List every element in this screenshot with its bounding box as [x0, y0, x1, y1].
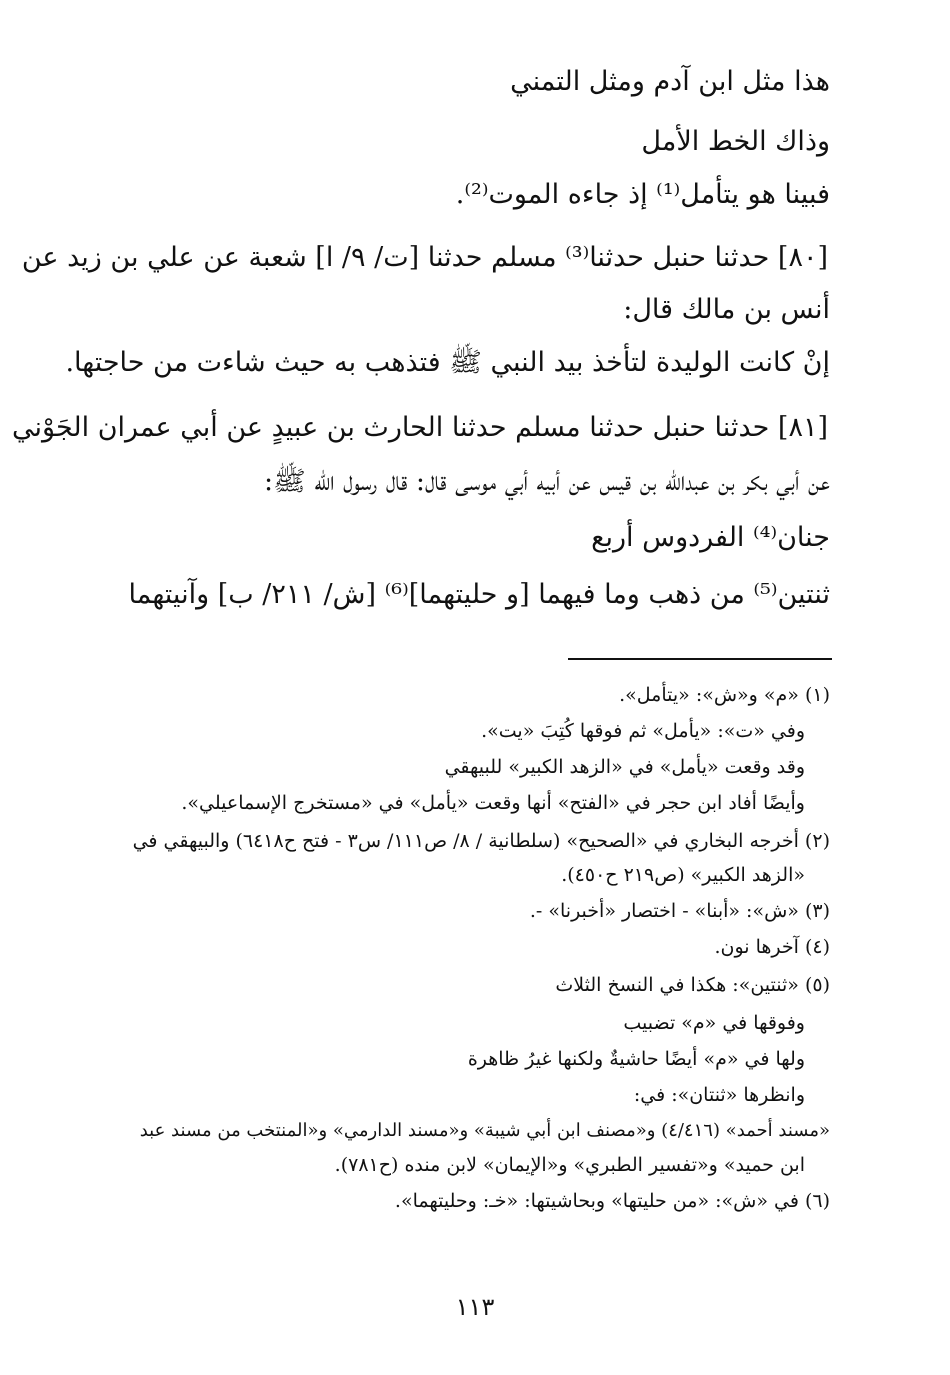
- footnote-5-line-3: ولها في «م» أيضًا حاشيةٌ ولكنها غيرُ ظاهرة: [467, 1048, 805, 1070]
- footnote-1-line-4: وأيضًا أفاد ابن حجر في «الفتح» أنها وقعت «يأمل» في «مستخرج الإسماعيلي».: [181, 792, 805, 814]
- hadith-80-line-2: أنس بن مالك قال:: [623, 294, 830, 325]
- footnote-1: (١) «م» و«ش»: «يتأمل».: [619, 684, 830, 706]
- footnote-6: (٦) في «ش»: «من حليتها» وبحاشيتها: «خـ: وحليتهما».: [394, 1190, 830, 1212]
- page-number: ١١٣: [455, 1293, 495, 1321]
- hadith-80-line-1: [٨٠] حدثنا حنبل حدثنا⁽³⁾ مسلم حدثنا [ت/ ٩/ ا] شعبة عن علي بن زيد عن: [21, 242, 828, 273]
- verse-line-3: فبينا هو يتأمل⁽¹⁾ إذ جاءه الموت⁽²⁾.: [455, 179, 830, 210]
- verse-line-5: ثنتين⁽⁵⁾ من ذهب وما فيهما [و حليتهما]⁽⁶⁾ [ش/ ٢١١/ ب] وآنيتهما: [128, 579, 830, 610]
- verse-line-2: وذاك الخط الأمل: [641, 126, 830, 157]
- footnote-5-line-6: ابن حميد» و«تفسير الطبري» و«الإيمان» لابن منده (ح٧٨١).: [334, 1154, 805, 1176]
- footnote-divider: [568, 658, 832, 660]
- verse-line-4: جنان⁽⁴⁾ الفردوس أربع: [591, 522, 830, 553]
- hadith-81-line-2: عن أبي بكر بن عبدالله بن قيس عن أبيه أبي موسى قال: قال رسول الله ﷺ:: [264, 466, 830, 497]
- footnote-5-line-4: وانظرها «ثنتان»: في:: [633, 1084, 805, 1106]
- hadith-80-text: إنْ كانت الوليدة لتأخذ بيد النبي ﷺ فتذهب به حيث شاءت من حاجتها.: [65, 347, 830, 378]
- footnote-2: (٢) أخرجه البخاري في «الصحيح» (سلطانية / ٨/ ص١١١/ س٣ - فتح ح٦٤١٨) والبيهقي في: [132, 830, 830, 852]
- footnote-1-line-3: وقد وقعت «يأمل» في «الزهد الكبير» للبيهقي: [444, 756, 805, 778]
- verse-line-1: هذا مثل ابن آدم ومثل التمني: [510, 66, 830, 97]
- footnote-4: (٤) آخرها نون.: [714, 936, 830, 958]
- hadith-81-line-1: [٨١] حدثنا حنبل حدثنا مسلم حدثنا الحارث بن عبيدٍ عن أبي عمران الجَوْني: [12, 412, 828, 443]
- footnote-5-line-5: «مسند أحمد» (٤/٤١٦) و«مصنف ابن أبي شيبة» و«مسند الدارمي» و«المنتخب من مسند عبد: [139, 1120, 830, 1141]
- footnote-3: (٣) «ش»: «أبنا» - اختصار «أخبرنا» -.: [529, 900, 830, 922]
- footnote-2-line-2: «الزهد الكبير» (ص٢١٩ ح٤٥٠).: [561, 864, 805, 886]
- footnote-5: (٥) «ثنتين»: هكذا في النسخ الثلاث: [555, 974, 830, 996]
- footnote-5-line-2: وفوقها في «م» تضبيب: [623, 1012, 805, 1034]
- footnote-1-line-2: وفي «ت»: «يأمل» ثم فوقها كُتِبَ «يت».: [481, 720, 805, 742]
